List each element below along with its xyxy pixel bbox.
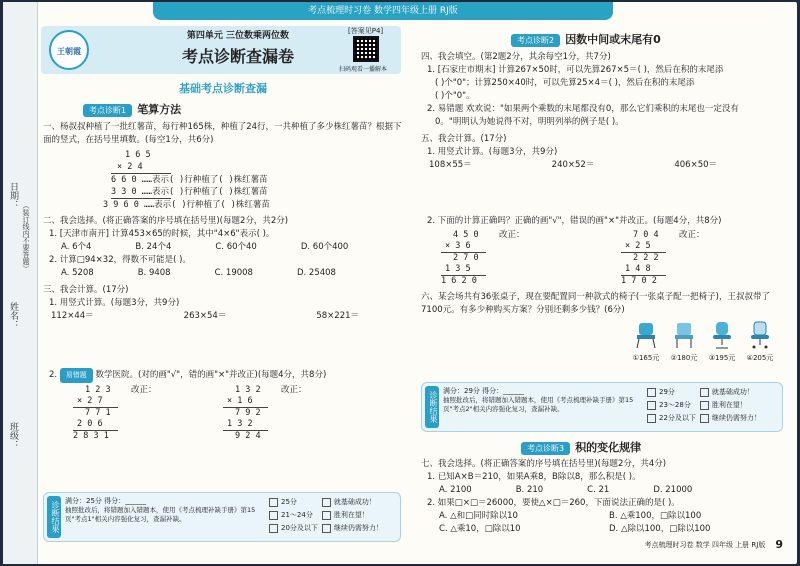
option[interactable]: A. 2100 — [439, 485, 472, 495]
q4-item2: 2. 易错题 欢欢说："如果两个乘数的末尾都没有0，那么它们乘积的末尾也一定没有 — [427, 104, 739, 114]
vertical-calc-a — [73, 385, 183, 442]
checkbox[interactable] — [269, 498, 278, 507]
diagnosis-box-right — [421, 382, 783, 432]
expression: 406×50＝ — [674, 160, 718, 170]
q2-item2: 2. 计算□94×32，得数不可能是( )。 — [49, 255, 191, 265]
result-label: 胜利在望！ — [333, 511, 369, 519]
option-label: 29分 — [659, 388, 675, 396]
fix-label: 改正： — [499, 230, 525, 240]
cutline-note: （装订线内不要答题） — [22, 202, 30, 272]
result-label: 继续仍需努力！ — [711, 414, 761, 422]
diag1-heading — [83, 98, 403, 117]
diag2-heading — [511, 28, 791, 47]
calc-row: 7 9 2 — [235, 408, 261, 418]
answer-ref: [答案见P4] — [348, 27, 384, 35]
option[interactable]: A. 6个4 — [61, 242, 92, 252]
option[interactable]: D. 60个400 — [300, 242, 349, 252]
option[interactable]: B. 24个4 — [135, 242, 172, 252]
score-line: 满分：25分 得分：______ — [65, 497, 147, 505]
price-label: ④205元 — [746, 354, 774, 362]
logo: 王朝霞 — [49, 30, 89, 70]
page-footer — [421, 538, 783, 551]
price-label: ②180元 — [670, 354, 698, 362]
option-label: 25分 — [281, 498, 297, 506]
q2-item1: 1. [天津市南开] 计算453×65的时候，其中"4×6"表示( )。 — [49, 229, 275, 239]
name-label: 姓名： — [8, 302, 18, 329]
option[interactable]: C. 21 — [587, 485, 610, 495]
checkbox[interactable] — [322, 511, 331, 520]
checkbox[interactable] — [700, 414, 709, 423]
diag3-heading — [521, 436, 783, 455]
q1-text: 一、杨叔叔种植了一批红薯苗，每行种165株，种植了24行，一共种植了多少株红薯苗？根据下面的竖式，在括号里填数。(每空1分，共6分) — [43, 122, 402, 145]
diagnosis-info — [65, 496, 265, 538]
fix-label: 改正： — [679, 230, 705, 240]
diag1-tag: 考点诊断1 — [83, 104, 132, 117]
qr-caption: 扫码观看一播解本 — [339, 66, 388, 73]
q7-item2: 2. 如果□×□＝26000，要使△×□＝260，下面说法正确的是( )。 — [427, 498, 680, 508]
diagnosis-tip: 抽照批改后，将错题加入错题本，使用《考点梳理补缺手册》第15页"考点2"相关内容强化复习，查漏补缺。 — [443, 396, 634, 413]
option-label: 21～24分 — [281, 511, 313, 519]
q5-item1: 1. 用竖式计算。(每题3分，共9分) — [427, 147, 558, 157]
result-label: 就基础成功！ — [711, 388, 754, 396]
vertical-calc-d — [621, 230, 731, 287]
calc-row: × 1 6 — [227, 396, 253, 406]
q3-item2-text: 数学医院。(对的画"√"，错的画"×"并改正)(每题4分，共8分) — [95, 370, 327, 380]
calc-row: 1 3 2 — [235, 385, 261, 395]
result-checks — [322, 496, 383, 538]
section-title: 基础考点诊断查漏 — [179, 82, 267, 95]
chair-item — [707, 321, 737, 363]
checkbox[interactable] — [322, 524, 331, 533]
calc-row: 7 7 1 — [85, 408, 111, 418]
diagnosis-tip: 抽照批改后，将错题加入错题本，使用《考点梳理补缺手册》第15页"考点1"相关内容强化复习，查漏补缺。 — [65, 506, 256, 523]
diagnosis-box-left — [43, 492, 401, 542]
qr-code[interactable] — [353, 36, 379, 62]
result-label: 继续仍需努力！ — [333, 524, 383, 532]
q5-text: 五、我会计算。(17分) — [421, 134, 507, 144]
q1-vertical-calc — [103, 149, 403, 211]
q4-item1b: ( )个"0"；计算250×40时，可以先算25×4＝( )，然后在积的末尾添 — [435, 78, 695, 88]
paper-title: 考点诊断查漏卷 — [181, 47, 294, 66]
option[interactable]: D. △除以100，□除以100 — [609, 524, 711, 534]
score-checks — [647, 386, 696, 428]
checkbox[interactable] — [700, 388, 709, 397]
option[interactable]: A. 5208 — [61, 268, 94, 278]
option[interactable]: C. 60个40 — [215, 242, 257, 252]
page-number: 9 — [775, 538, 783, 551]
calc-row: 1 2 3 — [85, 385, 111, 395]
calc-row: 4 5 0 — [453, 230, 479, 240]
chair-item — [745, 321, 775, 363]
unit-title: 第四单元 三位数乘两位数 — [186, 31, 290, 41]
date-label: 日期： — [8, 182, 18, 209]
calc-row: × 2 5 — [625, 241, 651, 251]
calc-row: 3 9 6 0 ……表示( )行种植了( )株红薯苗 — [103, 200, 270, 210]
vertical-calc-b — [223, 385, 333, 442]
calc-row: 1 4 8 — [625, 264, 651, 274]
calc-row: 2 7 0 — [453, 253, 479, 263]
q7-item1: 1. 已知A×B＝210，如果A乘8，B除以8，那么积是( )。 — [427, 472, 641, 482]
left-page — [43, 22, 403, 533]
checkbox[interactable] — [647, 414, 656, 423]
calc-row: × 2 4 — [117, 162, 143, 172]
q3-item1: 1. 用竖式计算。(每题3分，共9分) — [49, 298, 180, 308]
q5-verticals — [421, 230, 791, 287]
binding-strip — [3, 2, 38, 564]
score-checks — [269, 496, 318, 538]
calc-row: 7 0 4 — [633, 230, 659, 240]
diag3-name: 积的变化规律 — [575, 441, 642, 454]
diagnosis-tag: 诊断结果 — [47, 496, 61, 538]
diag2-tag: 考点诊断2 — [511, 34, 560, 47]
expression: 240×52＝ — [551, 160, 595, 170]
q3-exprs — [43, 310, 403, 368]
expression: 108×55＝ — [429, 160, 472, 170]
chair-item — [631, 321, 661, 363]
calc-row: × 3 6 — [445, 241, 471, 251]
score-line: 满分：29分 得分：______ — [443, 387, 525, 395]
chair-icon — [669, 321, 699, 349]
calc-row: 1 3 5 — [445, 264, 471, 274]
q3-verticals — [43, 385, 403, 442]
q4-item1: 1. [石家庄市期末] 计算267×50时，可以先算267×5＝( )，然后在积的末尾添 — [427, 65, 724, 75]
page-header — [43, 22, 403, 78]
result-checks — [700, 386, 761, 428]
q3-item2: 2. 易错题 数学医院。(对的画"√"，错的画"×"并改正)(每题4分，共8分) — [43, 368, 403, 383]
chair-icon — [631, 321, 661, 349]
q6-text: 六、某会场共有36张桌子，现在要配置同一种款式的椅子(一张桌子配一把椅子)，王叔叔带了7100元。有多少种购买方案？分别还剩多少钱？(6分) — [421, 292, 770, 315]
q7-item1-options — [421, 484, 783, 497]
q2-text: 二、我会选择。(将正确答案的序号填在括号里)(每题2分，共2分) — [43, 216, 289, 226]
q2-item2-options — [43, 267, 403, 280]
checkbox[interactable] — [269, 511, 278, 520]
diagnosis-tag: 诊断结果 — [425, 386, 439, 428]
checkbox[interactable] — [269, 524, 278, 533]
right-page — [421, 22, 791, 551]
diagnosis-info — [443, 386, 643, 428]
q7-item2-options — [421, 510, 783, 536]
option[interactable]: D. 25408 — [296, 268, 336, 278]
q3-text: 三、我会计算。(17分) — [43, 285, 129, 295]
tricky-tag: 易错题 — [60, 368, 93, 383]
diag2-name: 因数中间或末尾有0 — [565, 33, 661, 46]
diag3-tag: 考点诊断3 — [521, 442, 570, 455]
calc-row: 9 2 4 — [235, 431, 261, 441]
diag3-section — [421, 436, 783, 551]
footer-text: 考点梳理时习卷 数学 四年级 上册 RJ版 — [644, 540, 766, 549]
option[interactable]: D. 21000 — [653, 485, 693, 495]
q5-exprs — [421, 159, 791, 215]
q4-item2b: 0。"明明认为她说得不对，明明列举的例子是( )。 — [435, 117, 624, 127]
calc-row: 3 3 0 ……表示( )行种植了( )株红薯苗 — [111, 187, 268, 197]
option-label: 20分及以下 — [281, 524, 318, 532]
q4-item1c: ( )个"0"。 — [435, 91, 475, 101]
option-label: 22分及以下 — [659, 414, 696, 422]
chair-prices — [631, 321, 791, 363]
calc-row: 1 6 2 0 — [441, 276, 477, 286]
fix-label: 改正： — [131, 385, 157, 395]
calc-row: 1 6 5 — [125, 150, 151, 160]
class-label: 班级： — [8, 422, 18, 449]
diag1-name: 笔算方法 — [137, 103, 182, 116]
top-banner: 考点梳理时习卷 数学四年级上册 RJ版 — [153, 2, 613, 20]
checkbox[interactable] — [647, 388, 656, 397]
expression: 58×221＝ — [316, 311, 360, 321]
option[interactable]: B. △乘100，□除以100 — [609, 511, 702, 521]
option[interactable]: C. 19008 — [214, 268, 253, 278]
calc-row: 2 0 6 — [77, 419, 103, 429]
expression: 263×54＝ — [183, 311, 227, 321]
calc-row: 1 3 2 — [227, 419, 253, 429]
calc-row: × 2 7 — [77, 396, 103, 406]
expression: 112×44＝ — [51, 311, 94, 321]
result-label: 就基础成功！ — [333, 498, 376, 506]
option[interactable]: B. 210 — [515, 485, 544, 495]
q2-item1-options — [43, 241, 403, 254]
calc-row: 6 6 0 ……表示( )行种植了( )株红薯苗 — [111, 175, 268, 185]
fix-label: 改正： — [281, 385, 307, 395]
q5-item2: 2. 下面的计算正确吗？正确的画"√"，错误的画"×"并改正。(每题4分，共8分) — [427, 216, 722, 226]
chair-icon — [745, 321, 775, 349]
calc-row: 2 2 2 — [633, 253, 659, 263]
chair-item — [669, 321, 699, 363]
checkbox[interactable] — [647, 401, 656, 410]
calc-row: 2 8 3 1 — [73, 431, 109, 441]
q4-text: 四、我会填空。(第2题2分，其余每空1分，共7分) — [421, 52, 611, 62]
price-label: ③195元 — [708, 354, 736, 362]
price-label: ①165元 — [632, 354, 660, 362]
option[interactable]: A. △和□同时除以10 — [439, 511, 518, 521]
chair-icon — [707, 321, 737, 349]
option[interactable]: C. △乘10，□除以10 — [439, 524, 521, 534]
checkbox[interactable] — [700, 401, 709, 410]
option[interactable]: B. 9408 — [137, 268, 171, 278]
option-label: 23～28分 — [659, 401, 691, 409]
vertical-calc-c — [441, 230, 551, 287]
result-label: 胜利在望！ — [711, 401, 747, 409]
worksheet-page — [3, 2, 797, 564]
calc-row: 1 7 0 2 — [621, 276, 657, 286]
checkbox[interactable] — [322, 498, 331, 507]
q7-text: 七、我会选择。(将正确答案的序号填在括号里)(每题2分，共4分) — [421, 459, 667, 469]
